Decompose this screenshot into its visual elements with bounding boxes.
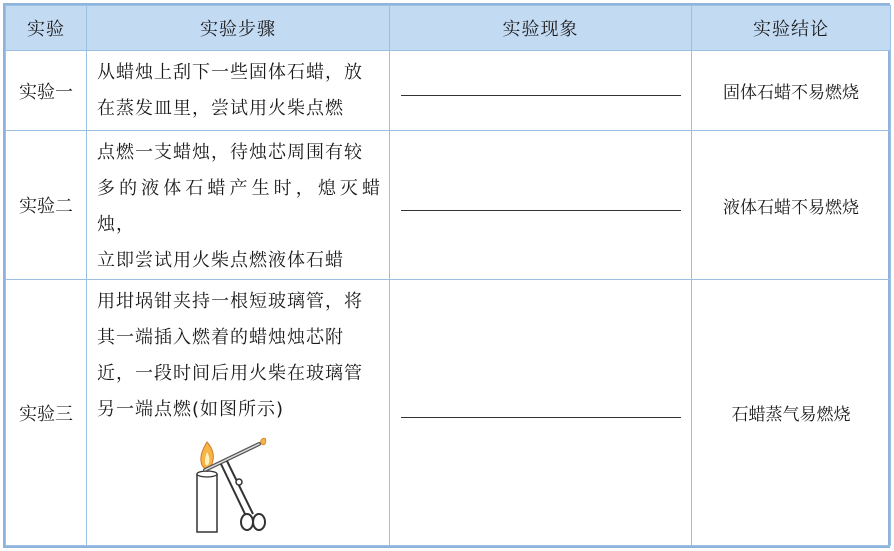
experiment-name: 实验一: [6, 51, 87, 131]
step-line: 近，一段时间后用火柴在玻璃管: [97, 363, 363, 384]
table-row: [6, 131, 891, 280]
header-conclusion: 实验结论: [692, 6, 891, 51]
phenomenon-cell: [390, 51, 692, 131]
experiment-table-frame: [3, 3, 890, 548]
answer-blank-line[interactable]: [401, 94, 681, 96]
table-row: [6, 51, 891, 131]
step-line: 点燃一支蜡烛，待烛芯周围有较: [97, 142, 363, 163]
candle-body: [197, 474, 217, 532]
experiment-name: 实验三: [6, 280, 87, 546]
experiment-conclusion: 固体石蜡不易燃烧: [692, 51, 891, 131]
header-steps: 实验步骤: [87, 6, 390, 51]
step-line: 立即尝试用火柴点燃液体石蜡: [97, 250, 344, 271]
step-line: 另一端点燃(如图所示): [97, 399, 285, 420]
header-row: [6, 6, 891, 51]
header-phenomenon: 实验现象: [390, 6, 692, 51]
phenomenon-cell: [390, 280, 692, 546]
answer-blank-line[interactable]: [401, 416, 681, 418]
experiment-conclusion: 液体石蜡不易燃烧: [692, 131, 891, 280]
experiment-table: [5, 5, 891, 546]
tube-end-flame: [261, 438, 266, 445]
step-line: 在蒸发皿里，尝试用火柴点燃: [97, 98, 344, 119]
answer-blank-line[interactable]: [401, 209, 681, 211]
header-experiment: 实验: [6, 6, 87, 51]
experiment-steps: [87, 51, 390, 131]
experiment-name: 实验二: [6, 131, 87, 280]
experiment-steps: [87, 131, 390, 280]
step-line: 多的液体石蜡产生时，熄灭蜡烛，: [97, 178, 381, 235]
candle-crucible-tongs-figure: [187, 436, 297, 536]
step-line: 其一端插入燃着的蜡烛烛芯附: [97, 327, 344, 348]
experiment-steps: [87, 280, 390, 546]
step-line: 从蜡烛上刮下一些固体石蜡，放: [97, 62, 363, 83]
step-line: 用坩埚钳夹持一根短玻璃管，将: [97, 291, 363, 312]
experiment-conclusion: 石蜡蒸气易燃烧: [692, 280, 891, 546]
phenomenon-cell: [390, 131, 692, 280]
table-row: [6, 280, 891, 546]
